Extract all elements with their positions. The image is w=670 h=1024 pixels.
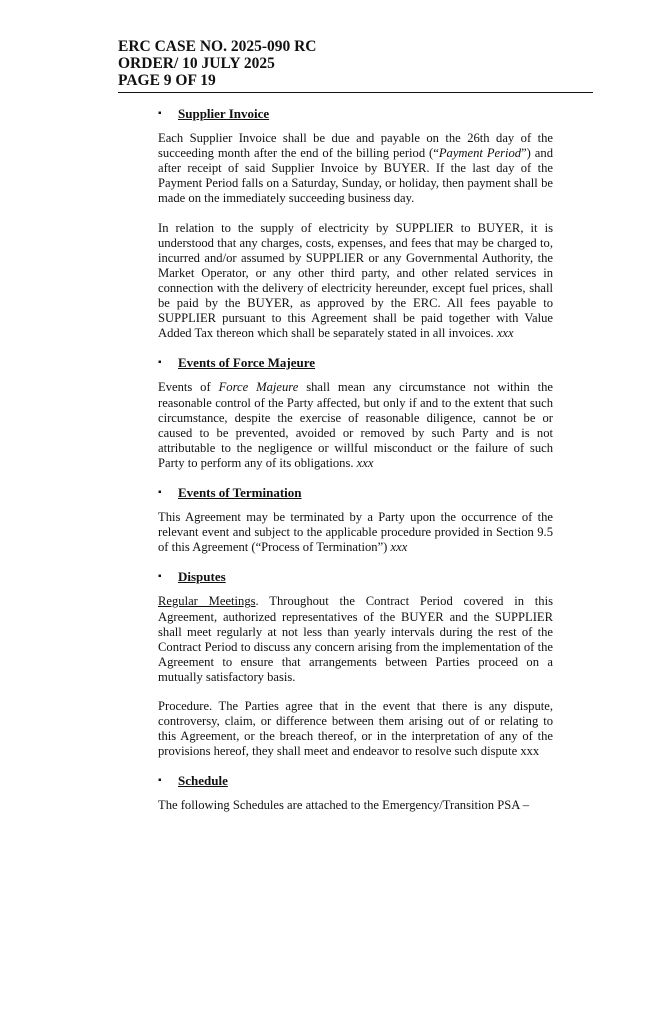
- document-body: [158, 106, 553, 828]
- section-termination: [158, 485, 553, 555]
- section-title: ▪ Events of Force Majeure: [158, 355, 316, 371]
- bullet-icon: ▪: [158, 108, 162, 119]
- paragraph: Each Supplier Invoice shall be due and payable on the 26th day of the succeeding month after the end of the billing period (“Payment Period”) and after receipt of said Supplier Invoice by BUYER. If the last day of the Payment Period falls on a Saturday, Sunday, or holiday, then payment shall be made on the immediately succeeding business day.: [158, 131, 553, 206]
- paragraph: The following Schedules are attached to the Emergency/Transition PSA –: [158, 798, 530, 813]
- section-schedule: [158, 773, 553, 813]
- paragraph: This Agreement may be terminated by a Party upon the occurrence of the relevant event and subject to the applicable procedure provided in Section 9.5 of this Agreement (“Process of Termination”) xxx: [158, 510, 553, 555]
- paragraph: Regular Meetings. Throughout the Contract Period covered in this Agreement, authorized representatives of the BUYER and the SUPPLIER shall meet regularly at not less than yearly intervals during the rest of the Contract Period to discuss any concern arising from the implementation of the Agreement to ensure that arrangements between Parties proceed on a mutually satisfactory basis.: [158, 594, 553, 684]
- order-date: ORDER/ 10 JULY 2025: [118, 55, 275, 72]
- section-title: ▪ Disputes: [158, 569, 226, 585]
- paragraph: In relation to the supply of electricity by SUPPLIER to BUYER, it is understood that any charges, costs, expenses, and fees that may be charged to, incurred and/or assumed by SUPPLIER or any Governmental Authority, the Market Operator, or any other third party, and other related services in connection with the delivery of electricity hereunder, except fuel prices, shall be paid by the BUYER, as approved by the ERC. All fees payable to SUPPLIER pursuant to this Agreement shall be paid together with Value Added Tax thereon which shall be separately stated in all invoices. xxx: [158, 220, 553, 341]
- paragraph: Procedure. The Parties agree that in the event that there is any dispute, controversy, claim, or difference between them arising out of or relating to this Agreement, or the breach thereof, or in the interpretation of any of the provisions hereof, they shall meet and endeavor to resolve such dispute xxx: [158, 699, 553, 759]
- bullet-icon: ▪: [158, 486, 162, 498]
- section-title: ▪ Supplier Invoice: [158, 106, 270, 121]
- page-header: [118, 38, 598, 89]
- header-rule: [118, 92, 593, 93]
- bullet-icon: ▪: [158, 775, 162, 787]
- section-supplier-invoice: [158, 106, 553, 341]
- bullet-icon: ▪: [158, 357, 162, 369]
- paragraph: Events of Force Majeure shall mean any circumstance not within the reasonable control of the Party affected, but only if and to the extent that such circumstance, despite the exercise of reasonable diligence, cannot be or caused to be prevented, avoided or removed by such Party and is not attributable to the negligence or willful misconduct or the failure of such Party to perform any of its obligations. xxx: [158, 380, 554, 470]
- section-disputes: [158, 569, 553, 759]
- page-number: PAGE 9 OF 19: [118, 72, 216, 89]
- case-number: ERC CASE NO. 2025-090 RC: [118, 38, 317, 55]
- section-force-majeure: [158, 355, 553, 471]
- section-title: ▪ Events of Termination: [158, 484, 302, 500]
- bullet-icon: ▪: [158, 571, 162, 583]
- section-title: ▪ Schedule: [158, 773, 228, 789]
